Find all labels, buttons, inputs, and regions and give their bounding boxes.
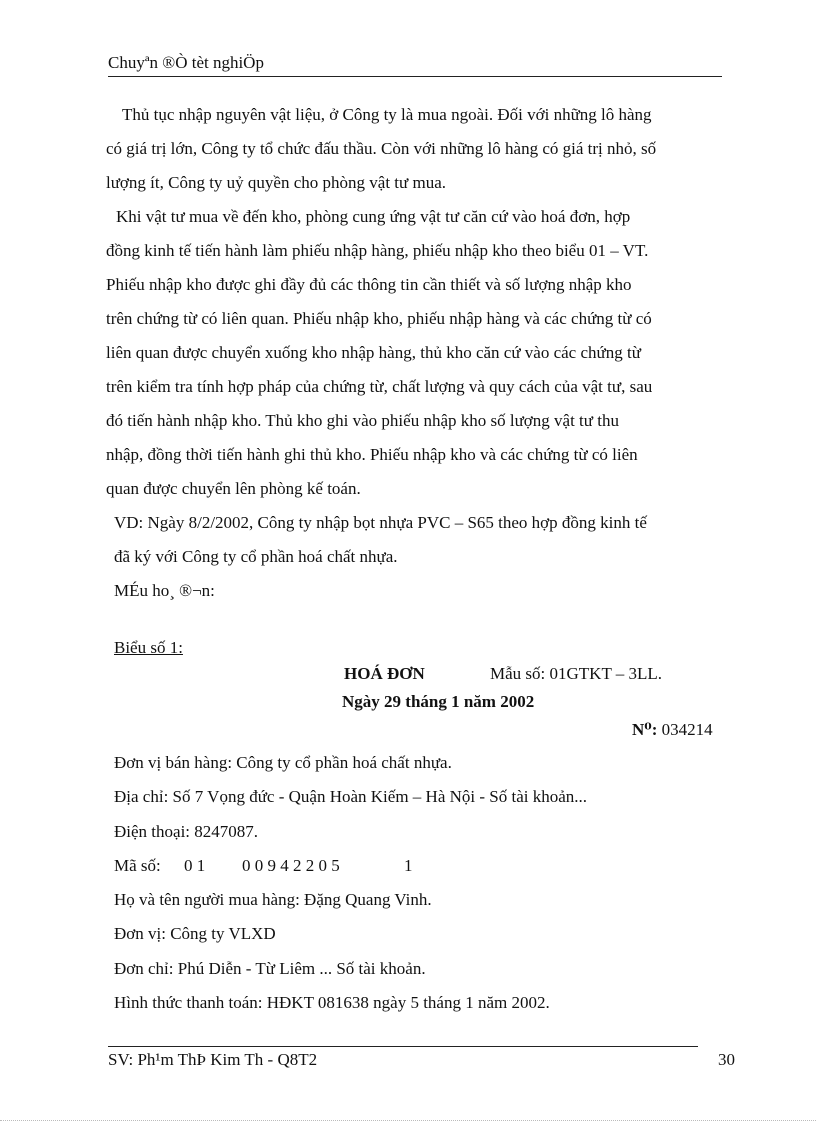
invoice-details [114,746,722,1020]
payment-line: Hình thức thanh toán: HĐKT 081638 ngày 5 tháng 1 năm 2002. [114,993,550,1013]
text-line: trên kiểm tra tính hợp pháp của chứng từ, chất lượng và quy cách của vật tư, sau [106,377,653,396]
seller-line: Đơn vị bán hàng: Công ty cổ phần hoá chất nhựa. [114,753,452,772]
header-title: Chuyªn ®Ò tèt nghiÖp [108,53,264,72]
invoice-model: Mẫu số: 01GTKT – 3LL. [490,664,663,683]
text-line: trên chứng từ có liên quan. Phiếu nhập kho, phiếu nhập hàng và các chứng từ có [106,309,652,328]
text-line: quan được chuyển lên phòng kế toán. [106,479,361,498]
paragraph-procedure [106,98,722,200]
form-label: Biểu số 1: [114,638,183,657]
footer-student: SV: Ph¹m ThÞ Kim Th - Q8T2 [108,1050,318,1069]
footer-divider [108,1046,698,1047]
body-text [106,98,722,608]
paragraph-sample-label [114,574,722,608]
invoice-number-value: 034214 [661,720,713,739]
text-line: lượng ít, Công ty uỷ quyền cho phòng vật tư mua. [106,173,446,192]
buyer-address-line: Đơn chỉ: Phú Diễn - Từ Liêm ... Số tài khoản. [114,958,426,978]
text-line: Khi vật tư mua về đến kho, phòng cung ứng vật tư căn cứ vào hoá đơn, hợp [116,207,631,226]
text-line: Phiếu nhập kho được ghi đầy đủ các thông tin cần thiết và số lượng nhập kho [106,275,632,294]
unit-line: Đơn vị: Công ty VLXD [114,924,276,944]
paragraph-warehouse [106,200,722,506]
text-line: MÉu ho¸ ®¬n: [114,581,215,600]
tax-code-part: 0 1 [184,855,206,875]
page-bottom-edge [0,1120,816,1121]
text-line: đã ký với Công ty cổ phần hoá chất nhựa. [114,547,398,566]
text-line: nhập, đồng thời tiến hành ghi thủ kho. Phiếu nhập kho và các chứng từ có liên [106,445,638,464]
tax-code-line [114,849,722,883]
tax-code-part: 1 [404,855,413,875]
text-line: đó tiến hành nhập kho. Thủ kho ghi vào phiếu nhập kho số lượng vật tư thu [106,411,619,430]
invoice-number-label: N⁰: [632,720,658,739]
text-line: Thủ tục nhập nguyên vật liệu, ở Công ty là mua ngoài. Đối với những lô hàng [122,105,652,124]
buyer-line: Họ và tên người mua hàng: Đặng Quang Vinh. [114,890,432,910]
invoice-number [632,720,713,740]
invoice-title: HOÁ ĐƠN [344,664,425,683]
address-line: Địa chỉ: Số 7 Vọng đức - Quận Hoàn Kiếm – Hà Nội - Số tài khoản... [114,787,588,807]
paragraph-example [114,506,722,574]
tax-code-part: 0 0 9 4 2 2 0 5 [242,855,340,875]
invoice-date: Ngày 29 tháng 1 năm 2002 [342,692,535,711]
text-line: liên quan được chuyển xuống kho nhập hàng, thủ kho căn cứ vào các chứng từ [106,343,641,362]
text-line: đồng kinh tế tiến hành làm phiếu nhập hàng, phiếu nhập kho theo biểu 01 – VT. [106,241,649,260]
text-line: có giá trị lớn, Công ty tổ chức đấu thầu. Còn với những lô hàng có giá trị nhỏ, số [106,139,657,158]
text-line: VD: Ngày 8/2/2002, Công ty nhập bọt nhựa PVC – S65 theo hợp đồng kinh tế [114,513,647,532]
page-header [108,52,722,77]
tax-code-label: Mã số: [114,855,161,875]
phone-line: Điện thoại: 8247087. [114,821,259,841]
page-number: 30 [718,1050,735,1069]
